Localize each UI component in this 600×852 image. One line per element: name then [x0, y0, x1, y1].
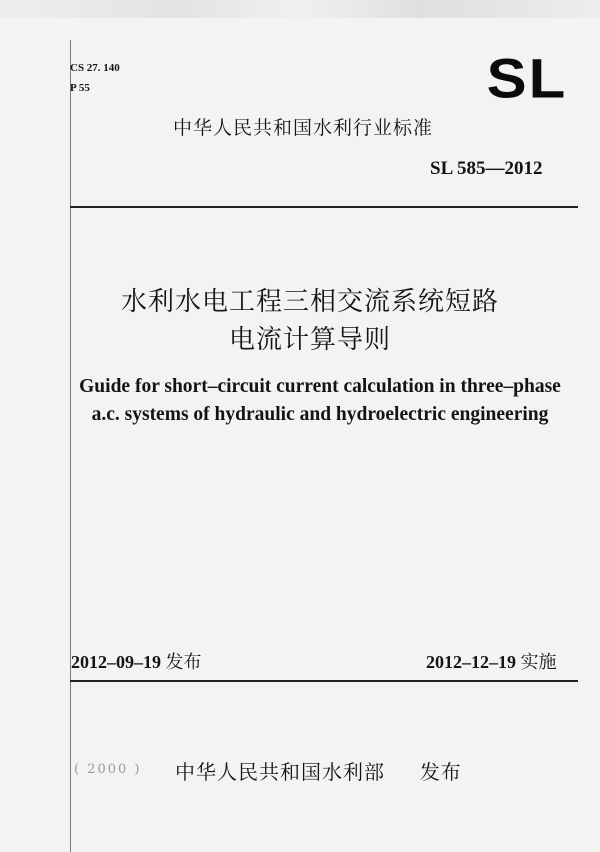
english-title [40, 373, 600, 429]
chinese-title [80, 283, 540, 359]
english-title-line-1: Guide for short–circuit current calculation in three–phase [79, 376, 561, 397]
implement-date: 2012–12–19 [426, 652, 516, 672]
ics-code: CS 27. 140 [70, 62, 120, 74]
bottom-divider [70, 680, 578, 682]
implement-date-block [426, 648, 557, 674]
issue-label: 发布 [165, 652, 202, 673]
industry-standard-label: 中华人民共和国水利行业标准 [173, 117, 434, 139]
faded-stamp: ( 2000 ) [74, 762, 142, 777]
issue-date-block [71, 648, 202, 674]
scan-edge [0, 0, 600, 18]
sl-logo: SL [486, 47, 568, 110]
publisher-line [175, 756, 462, 785]
chinese-title-line-1: 水利水电工程三相交流系统短路 [120, 287, 499, 317]
english-title-line-2: a.c. systems of hydraulic and hydroelectric engineering [91, 404, 549, 425]
publish-label: 发布 [419, 760, 462, 784]
implement-label: 实施 [520, 652, 557, 673]
standard-number: SL 585—2012 [430, 158, 543, 179]
top-divider [70, 206, 578, 208]
classification-codes [70, 58, 120, 98]
issue-date: 2012–09–19 [71, 652, 161, 672]
publisher-name: 中华人民共和国水利部 [175, 760, 385, 784]
left-margin-line [70, 40, 71, 852]
ccs-code: P 55 [70, 82, 90, 94]
chinese-title-line-2: 电流计算导则 [228, 325, 391, 355]
